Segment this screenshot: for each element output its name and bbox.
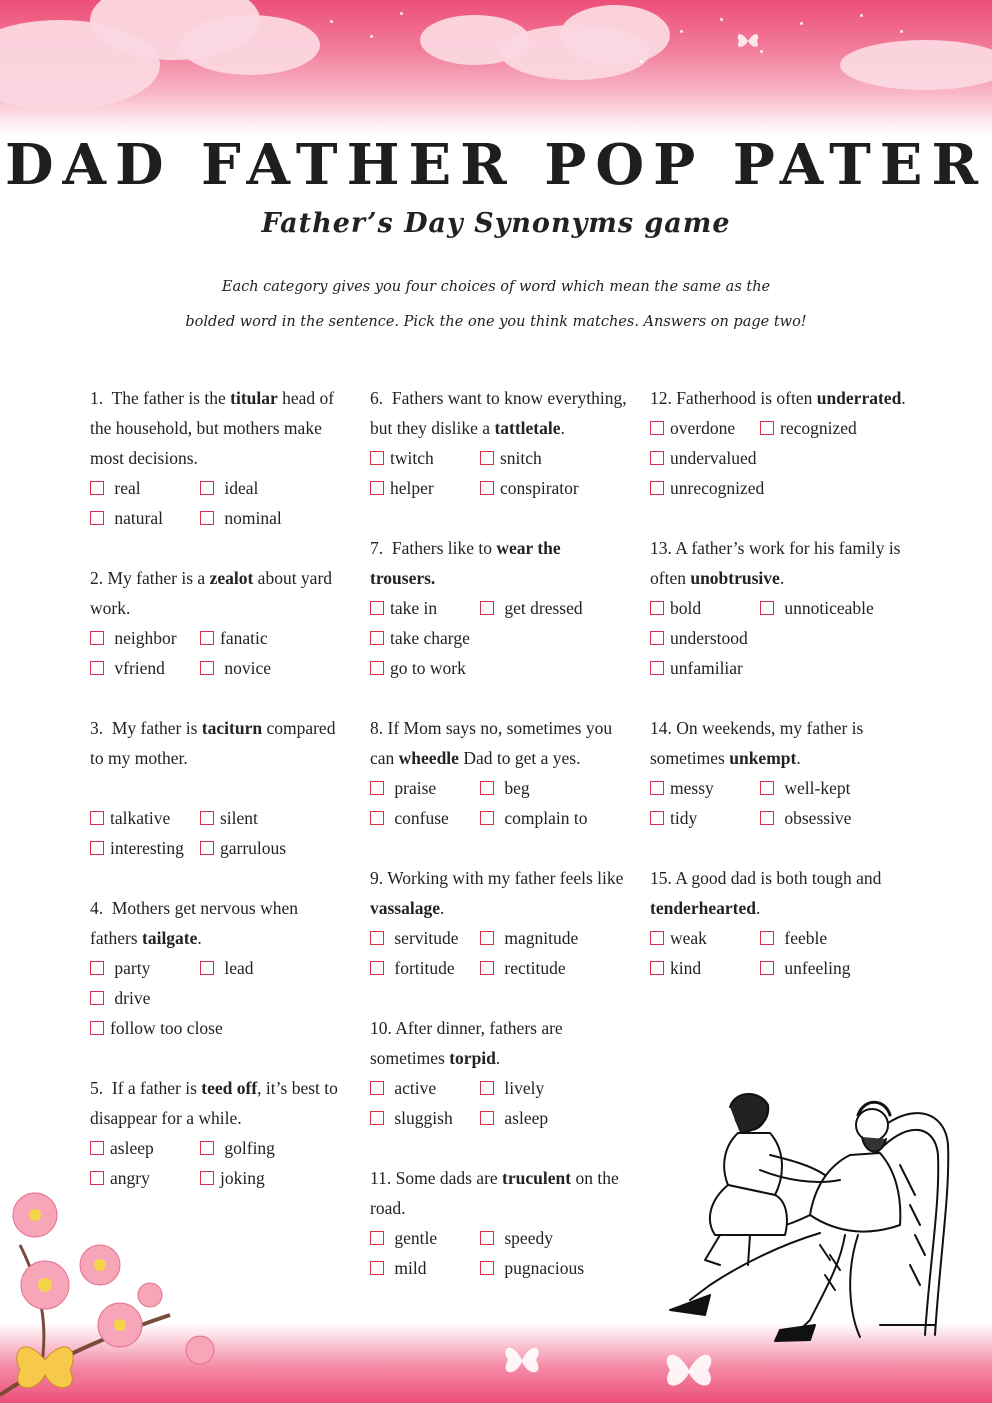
- option-checkbox[interactable]: pugnacious: [480, 1253, 630, 1283]
- cloud-icon: [840, 40, 992, 90]
- question-6: 6. Fathers want to know everything, but they dislike a tattletale. twitch snitch helper conspirator: [370, 383, 630, 503]
- option-checkbox[interactable]: recognized: [760, 413, 910, 443]
- page-title: DAD FATHER POP PATER: [4, 132, 988, 198]
- option-checkbox[interactable]: understood: [650, 623, 910, 653]
- question-5: 5. If a father is teed off, it’s best to disappear for a while. asleep golfing angry joking: [90, 1073, 345, 1193]
- option-checkbox[interactable]: well-kept: [760, 773, 910, 803]
- option-checkbox[interactable]: natural: [90, 503, 200, 533]
- option-checkbox[interactable]: snitch: [480, 443, 630, 473]
- option-checkbox[interactable]: golfing: [200, 1133, 340, 1163]
- question-15: 15. A good dad is both tough and tenderhearted. weak feeble kind unfeeling: [650, 863, 910, 983]
- cherry-blossom-icon: [0, 1185, 230, 1403]
- question-1: 1. The father is the titular head of the household, but mothers make most decisions. real ideal natural nominal: [90, 383, 345, 533]
- option-checkbox[interactable]: servitude: [370, 923, 480, 953]
- option-checkbox[interactable]: asleep: [480, 1103, 630, 1133]
- column-3: [650, 383, 910, 1013]
- option-checkbox[interactable]: vfriend: [90, 653, 200, 683]
- option-checkbox[interactable]: party: [90, 953, 200, 983]
- question-4: 4. Mothers get nervous when fathers tailgate. party lead drive follow too close: [90, 893, 345, 1043]
- question-8: 8. If Mom says no, sometimes you can wheedle Dad to get a yes. praise beg confuse complain to: [370, 713, 630, 833]
- option-checkbox[interactable]: speedy: [480, 1223, 630, 1253]
- option-checkbox[interactable]: unnoticeable: [760, 593, 910, 623]
- option-checkbox[interactable]: magnitude: [480, 923, 630, 953]
- option-checkbox[interactable]: twitch: [370, 443, 480, 473]
- option-checkbox[interactable]: interesting: [90, 833, 200, 863]
- option-checkbox[interactable]: obsessive: [760, 803, 910, 833]
- question-10: 10. After dinner, fathers are sometimes torpid. active lively sluggish asleep: [370, 1013, 630, 1133]
- option-checkbox[interactable]: go to work: [370, 653, 630, 683]
- question-14: 14. On weekends, my father is sometimes unkempt. messy well-kept tidy obsessive: [650, 713, 910, 833]
- option-checkbox[interactable]: messy: [650, 773, 760, 803]
- question-12: 12. Fatherhood is often underrated. overdone recognized undervalued unrecognized: [650, 383, 910, 503]
- option-checkbox[interactable]: helper: [370, 473, 480, 503]
- option-checkbox[interactable]: tidy: [650, 803, 760, 833]
- option-checkbox[interactable]: garrulous: [200, 833, 340, 863]
- option-checkbox[interactable]: praise: [370, 773, 480, 803]
- option-checkbox[interactable]: lively: [480, 1073, 630, 1103]
- option-checkbox[interactable]: complain to: [480, 803, 630, 833]
- option-checkbox[interactable]: unrecognized: [650, 473, 910, 503]
- option-checkbox[interactable]: mild: [370, 1253, 480, 1283]
- option-checkbox[interactable]: fanatic: [200, 623, 340, 653]
- option-checkbox[interactable]: novice: [200, 653, 340, 683]
- column-2: [370, 383, 630, 1313]
- question-9: 9. Working with my father feels like vassalage. servitude magnitude fortitude rectitude: [370, 863, 630, 983]
- question-13: 13. A father’s work for his family is often unobtrusive. bold unnoticeable understood unfamiliar: [650, 533, 910, 683]
- question-2: 2. My father is a zealot about yard work. neighbor fanatic vfriend novice: [90, 563, 345, 683]
- option-checkbox[interactable]: silent: [200, 803, 340, 833]
- option-checkbox[interactable]: active: [370, 1073, 480, 1103]
- top-banner: [0, 0, 992, 135]
- option-checkbox[interactable]: drive: [90, 983, 340, 1013]
- option-checkbox[interactable]: conspirator: [480, 473, 630, 503]
- question-3: 3. My father is taciturn compared to my mother. talkative silent interesting garrulous: [90, 713, 345, 863]
- page-subtitle: Father’s Day Synonyms game: [261, 208, 731, 239]
- option-checkbox[interactable]: beg: [480, 773, 630, 803]
- option-checkbox[interactable]: real: [90, 473, 200, 503]
- cloud-icon: [560, 5, 670, 65]
- option-checkbox[interactable]: feeble: [760, 923, 910, 953]
- option-checkbox[interactable]: nominal: [200, 503, 340, 533]
- option-checkbox[interactable]: sluggish: [370, 1103, 480, 1133]
- option-checkbox[interactable]: joking: [200, 1163, 340, 1193]
- option-checkbox[interactable]: kind: [650, 953, 760, 983]
- question-11: 11. Some dads are truculent on the road. gentle speedy mild pugnacious: [370, 1163, 630, 1283]
- option-checkbox[interactable]: take in: [370, 593, 480, 623]
- butterfly-icon: [735, 30, 761, 52]
- option-checkbox[interactable]: undervalued: [650, 443, 910, 473]
- option-checkbox[interactable]: follow too close: [90, 1013, 340, 1043]
- option-checkbox[interactable]: get dressed: [480, 593, 630, 623]
- option-checkbox[interactable]: unfeeling: [760, 953, 910, 983]
- question-7: 7. Fathers like to wear the trousers. take in get dressed take charge go to work: [370, 533, 630, 683]
- option-checkbox[interactable]: fortitude: [370, 953, 480, 983]
- butterfly-icon: [660, 1345, 718, 1395]
- option-checkbox[interactable]: gentle: [370, 1223, 480, 1253]
- option-checkbox[interactable]: unfamiliar: [650, 653, 910, 683]
- column-1: [90, 383, 345, 1223]
- option-checkbox[interactable]: take charge: [370, 623, 630, 653]
- instructions: Each category gives you four choices of word which mean the same as the bolded word in the sentence. Pick the one you think matches. Answers on page two!: [185, 279, 807, 330]
- option-checkbox[interactable]: weak: [650, 923, 760, 953]
- option-checkbox[interactable]: bold: [650, 593, 760, 623]
- option-checkbox[interactable]: lead: [200, 953, 340, 983]
- option-checkbox[interactable]: neighbor: [90, 623, 200, 653]
- option-checkbox[interactable]: ideal: [200, 473, 340, 503]
- cloud-icon: [180, 15, 320, 75]
- butterfly-icon: [500, 1340, 544, 1380]
- butterfly-icon: [17, 1347, 73, 1388]
- option-checkbox[interactable]: rectitude: [480, 953, 630, 983]
- option-checkbox[interactable]: angry: [90, 1163, 200, 1193]
- father-daughter-illustration: [610, 1085, 955, 1345]
- option-checkbox[interactable]: confuse: [370, 803, 480, 833]
- option-checkbox[interactable]: overdone: [650, 413, 760, 443]
- option-checkbox[interactable]: talkative: [90, 803, 200, 833]
- option-checkbox[interactable]: asleep: [90, 1133, 200, 1163]
